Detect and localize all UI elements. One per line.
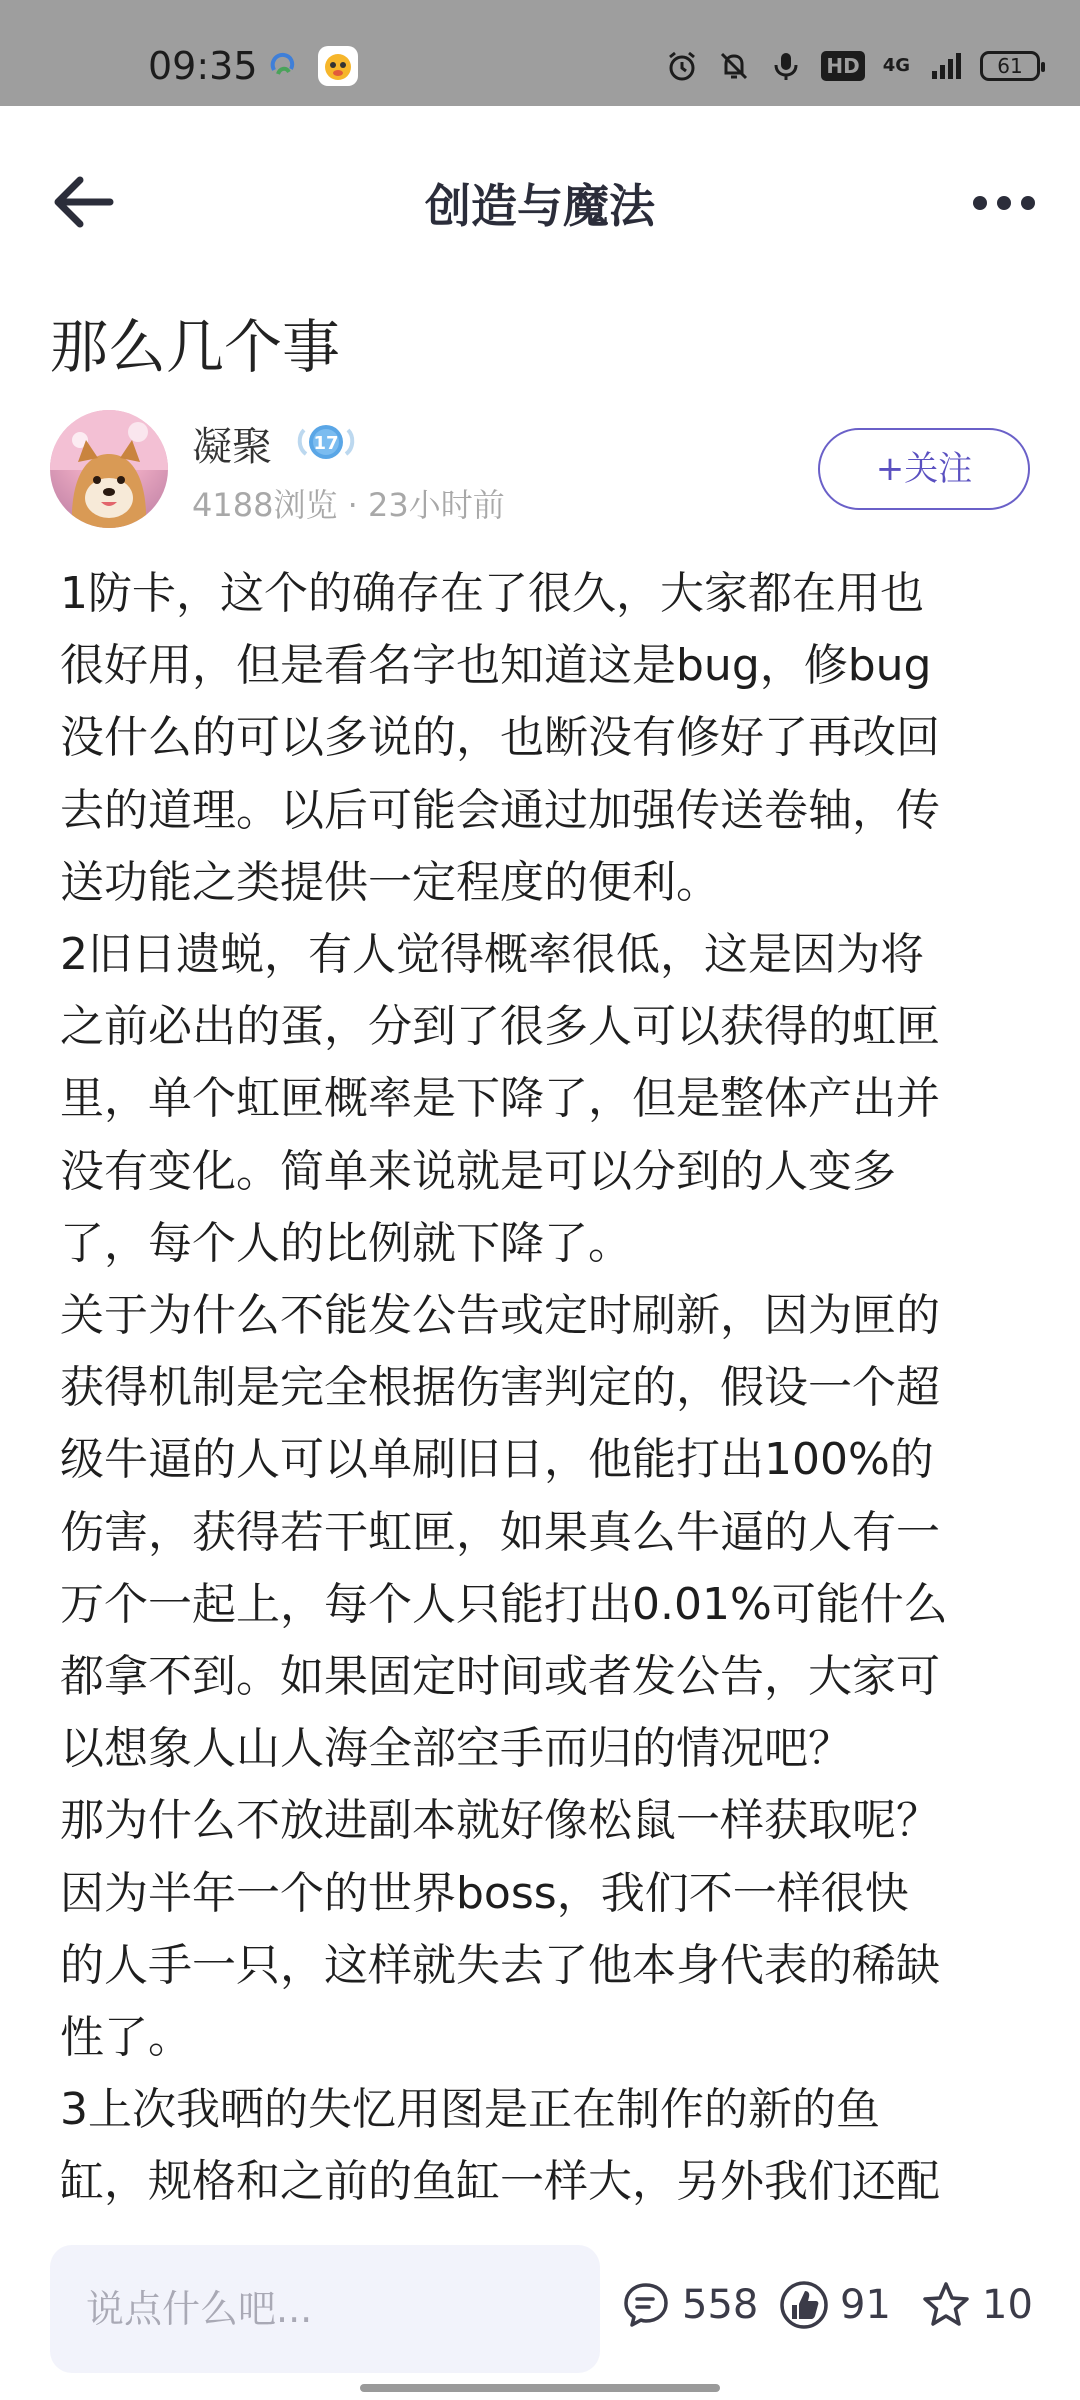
content-line: 很好用，但是看名字也知道这是bug，修bug bbox=[60, 640, 932, 692]
app-notification-icon bbox=[266, 48, 300, 82]
content-line: 级牛逼的人可以单刷旧日，他能打出100%的 bbox=[60, 1434, 934, 1486]
like-count: 91 bbox=[840, 2282, 891, 2328]
comment-count: 558 bbox=[682, 2282, 759, 2328]
comment-button[interactable] bbox=[620, 2275, 758, 2335]
content-line: 1防卡，这个的确存在了很久，大家都在用也 bbox=[60, 568, 924, 619]
app-mascot-icon bbox=[318, 46, 358, 86]
content-line: 获得机制是完全根据伤害判定的，假设一个超 bbox=[60, 1362, 940, 1414]
content-line: 没有变化。简单来说就是可以分到的人变多 bbox=[60, 1145, 896, 1197]
thumbs-up-icon bbox=[778, 2279, 830, 2331]
battery-icon: 61 bbox=[980, 51, 1040, 81]
content-line: 因为半年一个的世界boss，我们不一样很快 bbox=[60, 1867, 909, 1919]
page-title: 创造与魔法 bbox=[425, 179, 655, 233]
signal-icon: 4G bbox=[882, 55, 910, 76]
content-line: 那为什么不放进副本就好像松鼠一样获取呢？ bbox=[60, 1795, 940, 1847]
content-line: 性了。 bbox=[60, 2012, 192, 2064]
view-count: 4188浏览 bbox=[192, 486, 338, 524]
status-time: 09:35 bbox=[148, 44, 258, 88]
mute-icon bbox=[717, 49, 751, 83]
content-line: 缸，规格和之前的鱼缸一样大，另外我们还配 bbox=[60, 2156, 940, 2208]
content-line: 之前必出的蛋，分到了很多人可以获得的虹匣 bbox=[60, 1001, 940, 1053]
comment-input[interactable]: 说点什么吧... bbox=[50, 2245, 600, 2373]
content-line: 都拿不到。如果固定时间或者发公告，大家可 bbox=[60, 1651, 940, 1703]
content-line: 了，每个人的比例就下降了。 bbox=[60, 1217, 632, 1269]
status-bar bbox=[0, 0, 1080, 106]
content-line: 伤害，获得若干虹匣，如果真么牛逼的人有一 bbox=[60, 1506, 940, 1558]
top-nav-bar bbox=[0, 106, 1080, 286]
content-line: 3上次我晒的失忆用图是正在制作的新的鱼 bbox=[60, 2084, 880, 2136]
status-icons bbox=[665, 46, 1040, 86]
author-avatar[interactable] bbox=[50, 410, 168, 528]
post-content bbox=[60, 558, 1030, 2219]
content-line: 没什么的可以多说的，也断没有修好了再改回 bbox=[60, 712, 940, 764]
star-icon bbox=[920, 2279, 972, 2331]
follow-button[interactable]: +关注 bbox=[818, 428, 1030, 510]
mic-icon bbox=[769, 49, 803, 83]
favorite-button[interactable] bbox=[920, 2275, 1033, 2335]
bottom-action-bar bbox=[0, 2225, 1080, 2400]
content-line: 去的道理。以后可能会通过加强传送卷轴，传 bbox=[60, 784, 940, 836]
comment-icon bbox=[620, 2279, 672, 2331]
level-number: 17 bbox=[313, 433, 339, 454]
content-line: 以想象人山人海全部空手而归的情况吧？ bbox=[60, 1723, 852, 1775]
post-time: 23小时前 bbox=[367, 486, 505, 524]
like-button[interactable] bbox=[778, 2275, 891, 2335]
post-title: 那么几个事 bbox=[50, 313, 341, 381]
content-line: 的人手一只，这样就失去了他本身代表的稀缺 bbox=[60, 1939, 940, 1991]
content-line: 关于为什么不能发公告或定时刷新，因为匣的 bbox=[60, 1290, 940, 1342]
alarm-icon bbox=[665, 49, 699, 83]
favorite-count: 10 bbox=[982, 2282, 1033, 2328]
hd-icon: HD bbox=[821, 51, 864, 81]
level-badge-icon bbox=[296, 418, 356, 464]
more-dots-icon[interactable] bbox=[964, 178, 1044, 228]
author-name[interactable]: 凝聚 bbox=[192, 424, 272, 470]
content-line: 送功能之类提供一定程度的便利。 bbox=[60, 856, 720, 908]
signal-bars-icon bbox=[928, 49, 962, 83]
content-line: 里，单个虹匣概率是下降了，但是整体产出并 bbox=[60, 1073, 940, 1125]
content-line: 2旧日遗蜕，有人觉得概率很低，这是因为将 bbox=[60, 929, 924, 981]
home-indicator[interactable] bbox=[360, 2384, 720, 2392]
content-line: 万个一起上，每个人只能打出0.01%可能什么 bbox=[60, 1578, 948, 1630]
meta-separator: · bbox=[347, 486, 368, 524]
post-meta bbox=[192, 480, 505, 526]
